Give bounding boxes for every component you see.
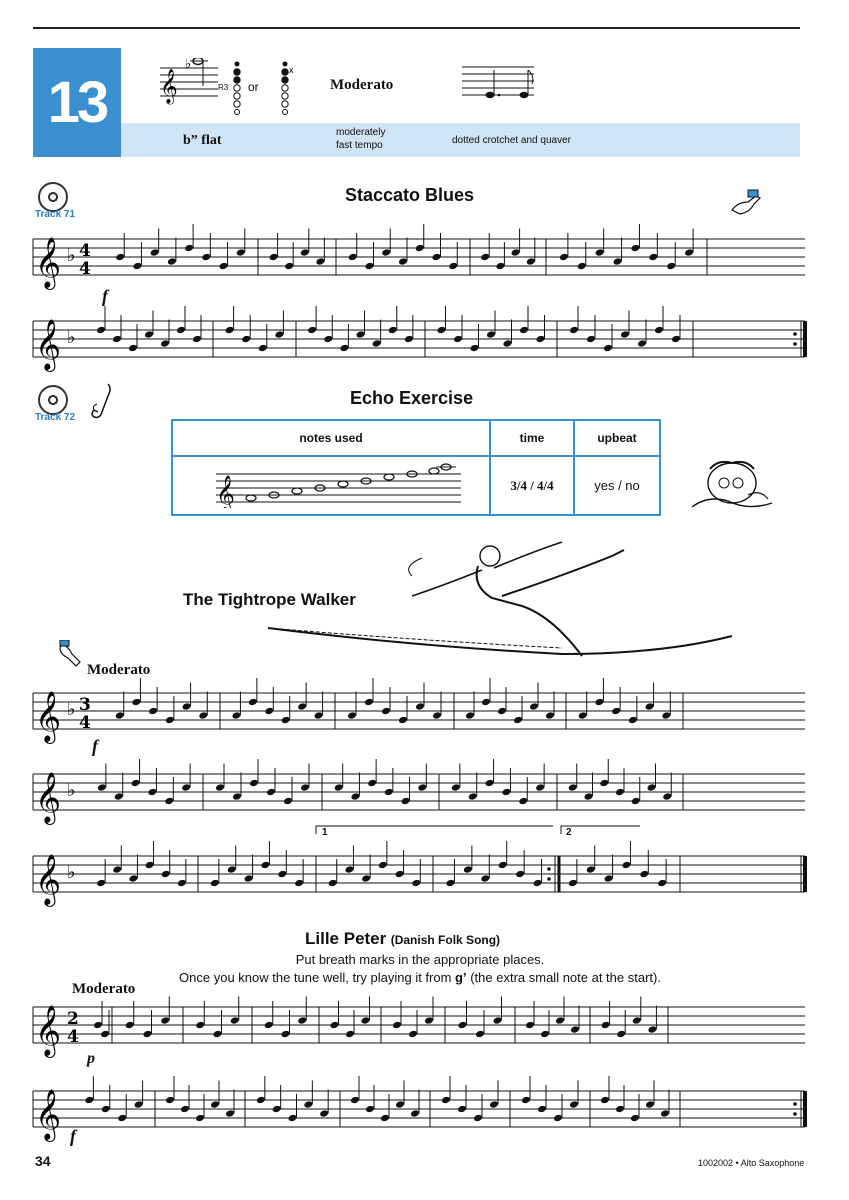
note-head — [264, 1021, 274, 1030]
note-head — [134, 1100, 144, 1109]
col-notes-used: notes used — [172, 420, 490, 456]
note-head — [297, 702, 307, 711]
note-head — [348, 253, 358, 262]
note-head — [307, 326, 317, 335]
note-head — [347, 711, 357, 720]
note-head — [555, 1016, 565, 1025]
note-head — [470, 344, 480, 353]
note-head — [388, 326, 398, 335]
flat-icon: ♭ — [67, 780, 76, 801]
note-head — [628, 716, 638, 725]
staff-6 — [33, 997, 805, 1059]
note-head — [215, 783, 225, 792]
instruction-line-1: Put breath marks in the appropriate places. — [295, 952, 545, 967]
instruction-line-2-note: g’ — [455, 970, 467, 985]
note-head — [489, 1100, 499, 1109]
time-signature-top: 4 — [79, 241, 91, 261]
note-head — [210, 879, 220, 888]
note-head — [150, 248, 160, 257]
note-head — [380, 1114, 390, 1123]
note-head — [537, 1105, 547, 1114]
note-head — [148, 707, 158, 716]
note-head — [350, 1096, 360, 1105]
note-head — [463, 865, 473, 874]
note-head — [601, 1021, 611, 1030]
note-head — [300, 248, 310, 257]
note-head — [662, 792, 672, 801]
note-head — [281, 716, 291, 725]
note-head — [143, 1030, 153, 1039]
note-head — [181, 783, 191, 792]
time-signature-bottom: 4 — [67, 1027, 79, 1047]
note-head — [319, 1109, 329, 1118]
instruction-line-2-suffix: (the extra small note at the start). — [466, 970, 661, 985]
note-head — [432, 253, 442, 262]
note-head — [180, 1105, 190, 1114]
note-head — [553, 1114, 563, 1123]
note-head — [536, 335, 546, 344]
fingering-label: R3 — [218, 83, 229, 92]
note-head — [515, 870, 525, 879]
note-head — [117, 1114, 127, 1123]
note-head — [481, 698, 491, 707]
note-head — [344, 865, 354, 874]
note-head — [192, 335, 202, 344]
note-head — [330, 1021, 340, 1030]
note-head — [114, 792, 124, 801]
note-head — [437, 326, 447, 335]
svg-text:𝄞: 𝄞 — [160, 69, 178, 104]
note-head — [497, 707, 507, 716]
note-head — [603, 344, 613, 353]
note-head — [365, 1105, 375, 1114]
note-head — [176, 326, 186, 335]
time-signature-top: 2 — [67, 1009, 79, 1029]
time-signature-bottom: 4 — [79, 259, 91, 279]
note-head — [432, 711, 442, 720]
note-head — [645, 702, 655, 711]
treble-clef-icon: 𝄞 — [35, 1005, 62, 1056]
note-head — [115, 253, 125, 262]
note-head — [671, 335, 681, 344]
note-head — [586, 335, 596, 344]
note-head — [613, 257, 623, 266]
note-head — [616, 1030, 626, 1039]
note-head — [577, 262, 587, 271]
note-head — [277, 870, 287, 879]
note-head — [533, 879, 543, 888]
note-head — [395, 1100, 405, 1109]
note-head — [195, 1021, 205, 1030]
note-head — [604, 874, 614, 883]
note-head — [283, 797, 293, 806]
note-head — [97, 783, 107, 792]
note-head — [648, 253, 658, 262]
lille-peter-dynamic-p: p — [87, 1050, 95, 1067]
note-head — [165, 716, 175, 725]
note-head — [473, 1114, 483, 1123]
note-head — [96, 326, 106, 335]
note-head — [511, 248, 521, 257]
note-head — [249, 779, 259, 788]
note-head — [453, 335, 463, 344]
note-head — [131, 779, 141, 788]
header-tempo-word: Moderato — [330, 77, 394, 93]
echo-exercise-title: Echo Exercise — [350, 388, 474, 408]
note-head — [458, 1021, 468, 1030]
note-head — [570, 1025, 580, 1034]
note-head — [381, 707, 391, 716]
note-head — [372, 339, 382, 348]
staff-2 — [33, 306, 805, 372]
note-head — [404, 335, 414, 344]
time-options[interactable]: 3/4 / 4/4 — [510, 477, 554, 493]
note-head — [328, 879, 338, 888]
note-head — [227, 865, 237, 874]
treble-clef-icon: 𝄞 — [35, 319, 62, 370]
note-head — [177, 879, 187, 888]
rhythm-description: dotted crotchet and quaver — [452, 135, 571, 146]
note-head — [424, 1016, 434, 1025]
note-head — [160, 339, 170, 348]
note-head — [84, 1096, 94, 1105]
note-head — [160, 1016, 170, 1025]
note-head — [384, 788, 394, 797]
note-head — [356, 330, 366, 339]
note-head — [521, 1096, 531, 1105]
note-head — [519, 326, 529, 335]
note-head — [639, 870, 649, 879]
note-head — [684, 248, 694, 257]
svg-text:𝄞: 𝄞 — [216, 474, 235, 508]
staff-7 — [33, 1076, 805, 1142]
note-head — [611, 707, 621, 716]
note-head — [274, 330, 284, 339]
lille-peter-dynamic-f: f — [70, 1126, 76, 1146]
note-head — [269, 253, 279, 262]
lille-peter-tempo: Moderato — [72, 981, 136, 997]
note-head — [112, 335, 122, 344]
note-head — [645, 1100, 655, 1109]
note-head — [144, 330, 154, 339]
note-head — [501, 788, 511, 797]
note-head — [620, 330, 630, 339]
note-head — [300, 783, 310, 792]
note-head — [361, 1016, 371, 1025]
note-head — [345, 1030, 355, 1039]
note-head — [131, 698, 141, 707]
note-head — [266, 788, 276, 797]
upbeat-options[interactable]: yes / no — [594, 478, 640, 493]
note-head — [378, 861, 388, 870]
note-head — [334, 783, 344, 792]
note-head — [457, 1105, 467, 1114]
note-head — [165, 1096, 175, 1105]
note-head — [599, 779, 609, 788]
note-head — [415, 702, 425, 711]
note-head — [161, 870, 171, 879]
note-head — [657, 879, 667, 888]
note-head — [465, 711, 475, 720]
tempo-description-line-2: fast tempo — [336, 140, 383, 151]
note-head — [637, 339, 647, 348]
note-head — [441, 1096, 451, 1105]
note-head — [615, 788, 625, 797]
note-head — [294, 879, 304, 888]
page-number: 34 — [35, 1153, 51, 1169]
note-head — [661, 711, 671, 720]
staccato-blues-title: Staccato Blues — [345, 185, 475, 205]
note-head — [164, 797, 174, 806]
note-head — [323, 335, 333, 344]
fingering-or: or — [248, 80, 259, 94]
note-head — [468, 792, 478, 801]
note-head — [198, 711, 208, 720]
note-head — [410, 1109, 420, 1118]
flat-icon: ♭ — [67, 862, 76, 883]
note-head — [586, 865, 596, 874]
note-head — [540, 1030, 550, 1039]
note-head — [485, 779, 495, 788]
treble-clef-icon: 𝄞 — [35, 691, 62, 742]
lille-peter-subtitle: (Danish Folk Song) — [390, 933, 501, 947]
note-head — [647, 783, 657, 792]
note-head — [411, 879, 421, 888]
note-head — [132, 262, 142, 271]
note-head — [128, 344, 138, 353]
note-head — [284, 262, 294, 271]
tightrope-title: The Tightrope Walker — [183, 590, 356, 609]
note-head — [480, 253, 490, 262]
note-head — [398, 257, 408, 266]
note-head — [101, 1105, 111, 1114]
note-head — [367, 779, 377, 788]
note-head — [248, 698, 258, 707]
first-ending-label: 1 — [322, 827, 328, 838]
note-head — [621, 861, 631, 870]
treble-clef-icon: 𝄞 — [35, 237, 62, 288]
note-head — [395, 870, 405, 879]
note-head — [630, 244, 640, 253]
note-head — [167, 257, 177, 266]
book-info: 1002002 • Alto Saxophone — [698, 1158, 805, 1168]
note-head — [182, 702, 192, 711]
note-head — [475, 1030, 485, 1039]
flat-icon: ♭ — [67, 327, 76, 348]
note-head — [244, 874, 254, 883]
track-71-label: Track 71 — [35, 209, 76, 220]
note-head — [145, 861, 155, 870]
time-signature-top: 3 — [79, 695, 91, 715]
note-head — [398, 716, 408, 725]
note-head — [630, 1114, 640, 1123]
note-head — [93, 1021, 103, 1030]
flat-icon: ♭ — [67, 699, 76, 720]
note-head — [660, 1109, 670, 1118]
note-head — [600, 1096, 610, 1105]
note-head — [526, 257, 536, 266]
note-head — [578, 711, 588, 720]
note-head — [256, 1096, 266, 1105]
note-head — [213, 1030, 223, 1039]
note-head — [451, 783, 461, 792]
note-head — [314, 711, 324, 720]
note-head — [392, 1021, 402, 1030]
note-head — [225, 326, 235, 335]
note-head — [486, 330, 496, 339]
svg-text:♭: ♭ — [185, 58, 192, 72]
note-head — [594, 698, 604, 707]
note-head — [365, 262, 375, 271]
note-head — [448, 262, 458, 271]
note-head — [503, 339, 513, 348]
note-head — [231, 711, 241, 720]
note-head — [128, 874, 138, 883]
note-head — [201, 253, 211, 262]
col-upbeat: upbeat — [574, 420, 660, 456]
note-head — [281, 1030, 291, 1039]
note-head — [493, 1016, 503, 1025]
note-head — [219, 262, 229, 271]
note-head — [381, 248, 391, 257]
staff-3 — [33, 678, 805, 744]
flat-icon: ♭ — [67, 245, 76, 266]
note-head — [115, 711, 125, 720]
staff-5 — [33, 826, 805, 907]
note-name: b” flat — [183, 133, 222, 148]
note-head — [632, 1016, 642, 1025]
note-head — [631, 797, 641, 806]
staff-1 — [33, 224, 805, 290]
note-head — [569, 1100, 579, 1109]
note-head — [647, 1025, 657, 1034]
staff-4 — [33, 759, 805, 825]
note-head — [525, 1021, 535, 1030]
note-head — [112, 865, 122, 874]
note-head — [408, 1030, 418, 1039]
note-head — [568, 879, 578, 888]
note-head — [364, 698, 374, 707]
note-head — [96, 879, 106, 888]
note-head — [260, 861, 270, 870]
note-head — [315, 257, 325, 266]
note-head — [230, 1016, 240, 1025]
note-head — [666, 262, 676, 271]
note-head — [615, 1105, 625, 1114]
note-head — [184, 244, 194, 253]
note-head — [568, 783, 578, 792]
staccato-blues-dynamic: f — [102, 286, 108, 306]
note-head — [445, 879, 455, 888]
note-head — [100, 1030, 110, 1039]
note-head — [545, 711, 555, 720]
note-head — [264, 707, 274, 716]
note-head — [401, 797, 411, 806]
tightrope-tempo: Moderato — [87, 662, 151, 678]
note-head — [288, 1114, 298, 1123]
note-head — [498, 861, 508, 870]
note-head — [495, 262, 505, 271]
tightrope-dynamic: f — [92, 736, 98, 756]
treble-clef-icon: 𝄞 — [35, 1089, 62, 1140]
note-head — [232, 792, 242, 801]
note-head — [297, 1016, 307, 1025]
note-head — [513, 716, 523, 725]
note-head — [272, 1105, 282, 1114]
note-head — [480, 874, 490, 883]
note-head — [361, 874, 371, 883]
col-time: time — [490, 420, 574, 456]
note-head — [225, 1109, 235, 1118]
note-head — [210, 1100, 220, 1109]
treble-clef-icon: 𝄞 — [35, 854, 62, 905]
note-head — [303, 1100, 313, 1109]
note-head — [236, 248, 246, 257]
note-head — [241, 335, 251, 344]
note-head — [569, 326, 579, 335]
note-head — [258, 344, 268, 353]
note-head — [559, 253, 569, 262]
time-signature-bottom: 4 — [79, 713, 91, 733]
note-head — [518, 797, 528, 806]
track-72-label: Track 72 — [35, 412, 76, 423]
note-head — [339, 344, 349, 353]
note-head — [535, 783, 545, 792]
second-ending-label: 2 — [566, 827, 572, 838]
instruction-line-2-prefix: Once you know the tune well, try playing it from — [179, 970, 456, 985]
note-head — [125, 1021, 135, 1030]
note-head — [415, 244, 425, 253]
note-head — [417, 783, 427, 792]
tempo-description-line-1: moderately — [336, 127, 386, 138]
treble-clef-icon: 𝄞 — [35, 772, 62, 823]
note-head — [584, 792, 594, 801]
note-head — [529, 702, 539, 711]
lille-peter-title: Lille Peter — [305, 929, 387, 948]
lesson-number: 13 — [33, 48, 121, 157]
note-head — [147, 788, 157, 797]
svg-text:x: x — [289, 65, 294, 75]
note-head — [595, 248, 605, 257]
note-head — [195, 1114, 205, 1123]
note-head — [654, 326, 664, 335]
note-head — [350, 792, 360, 801]
